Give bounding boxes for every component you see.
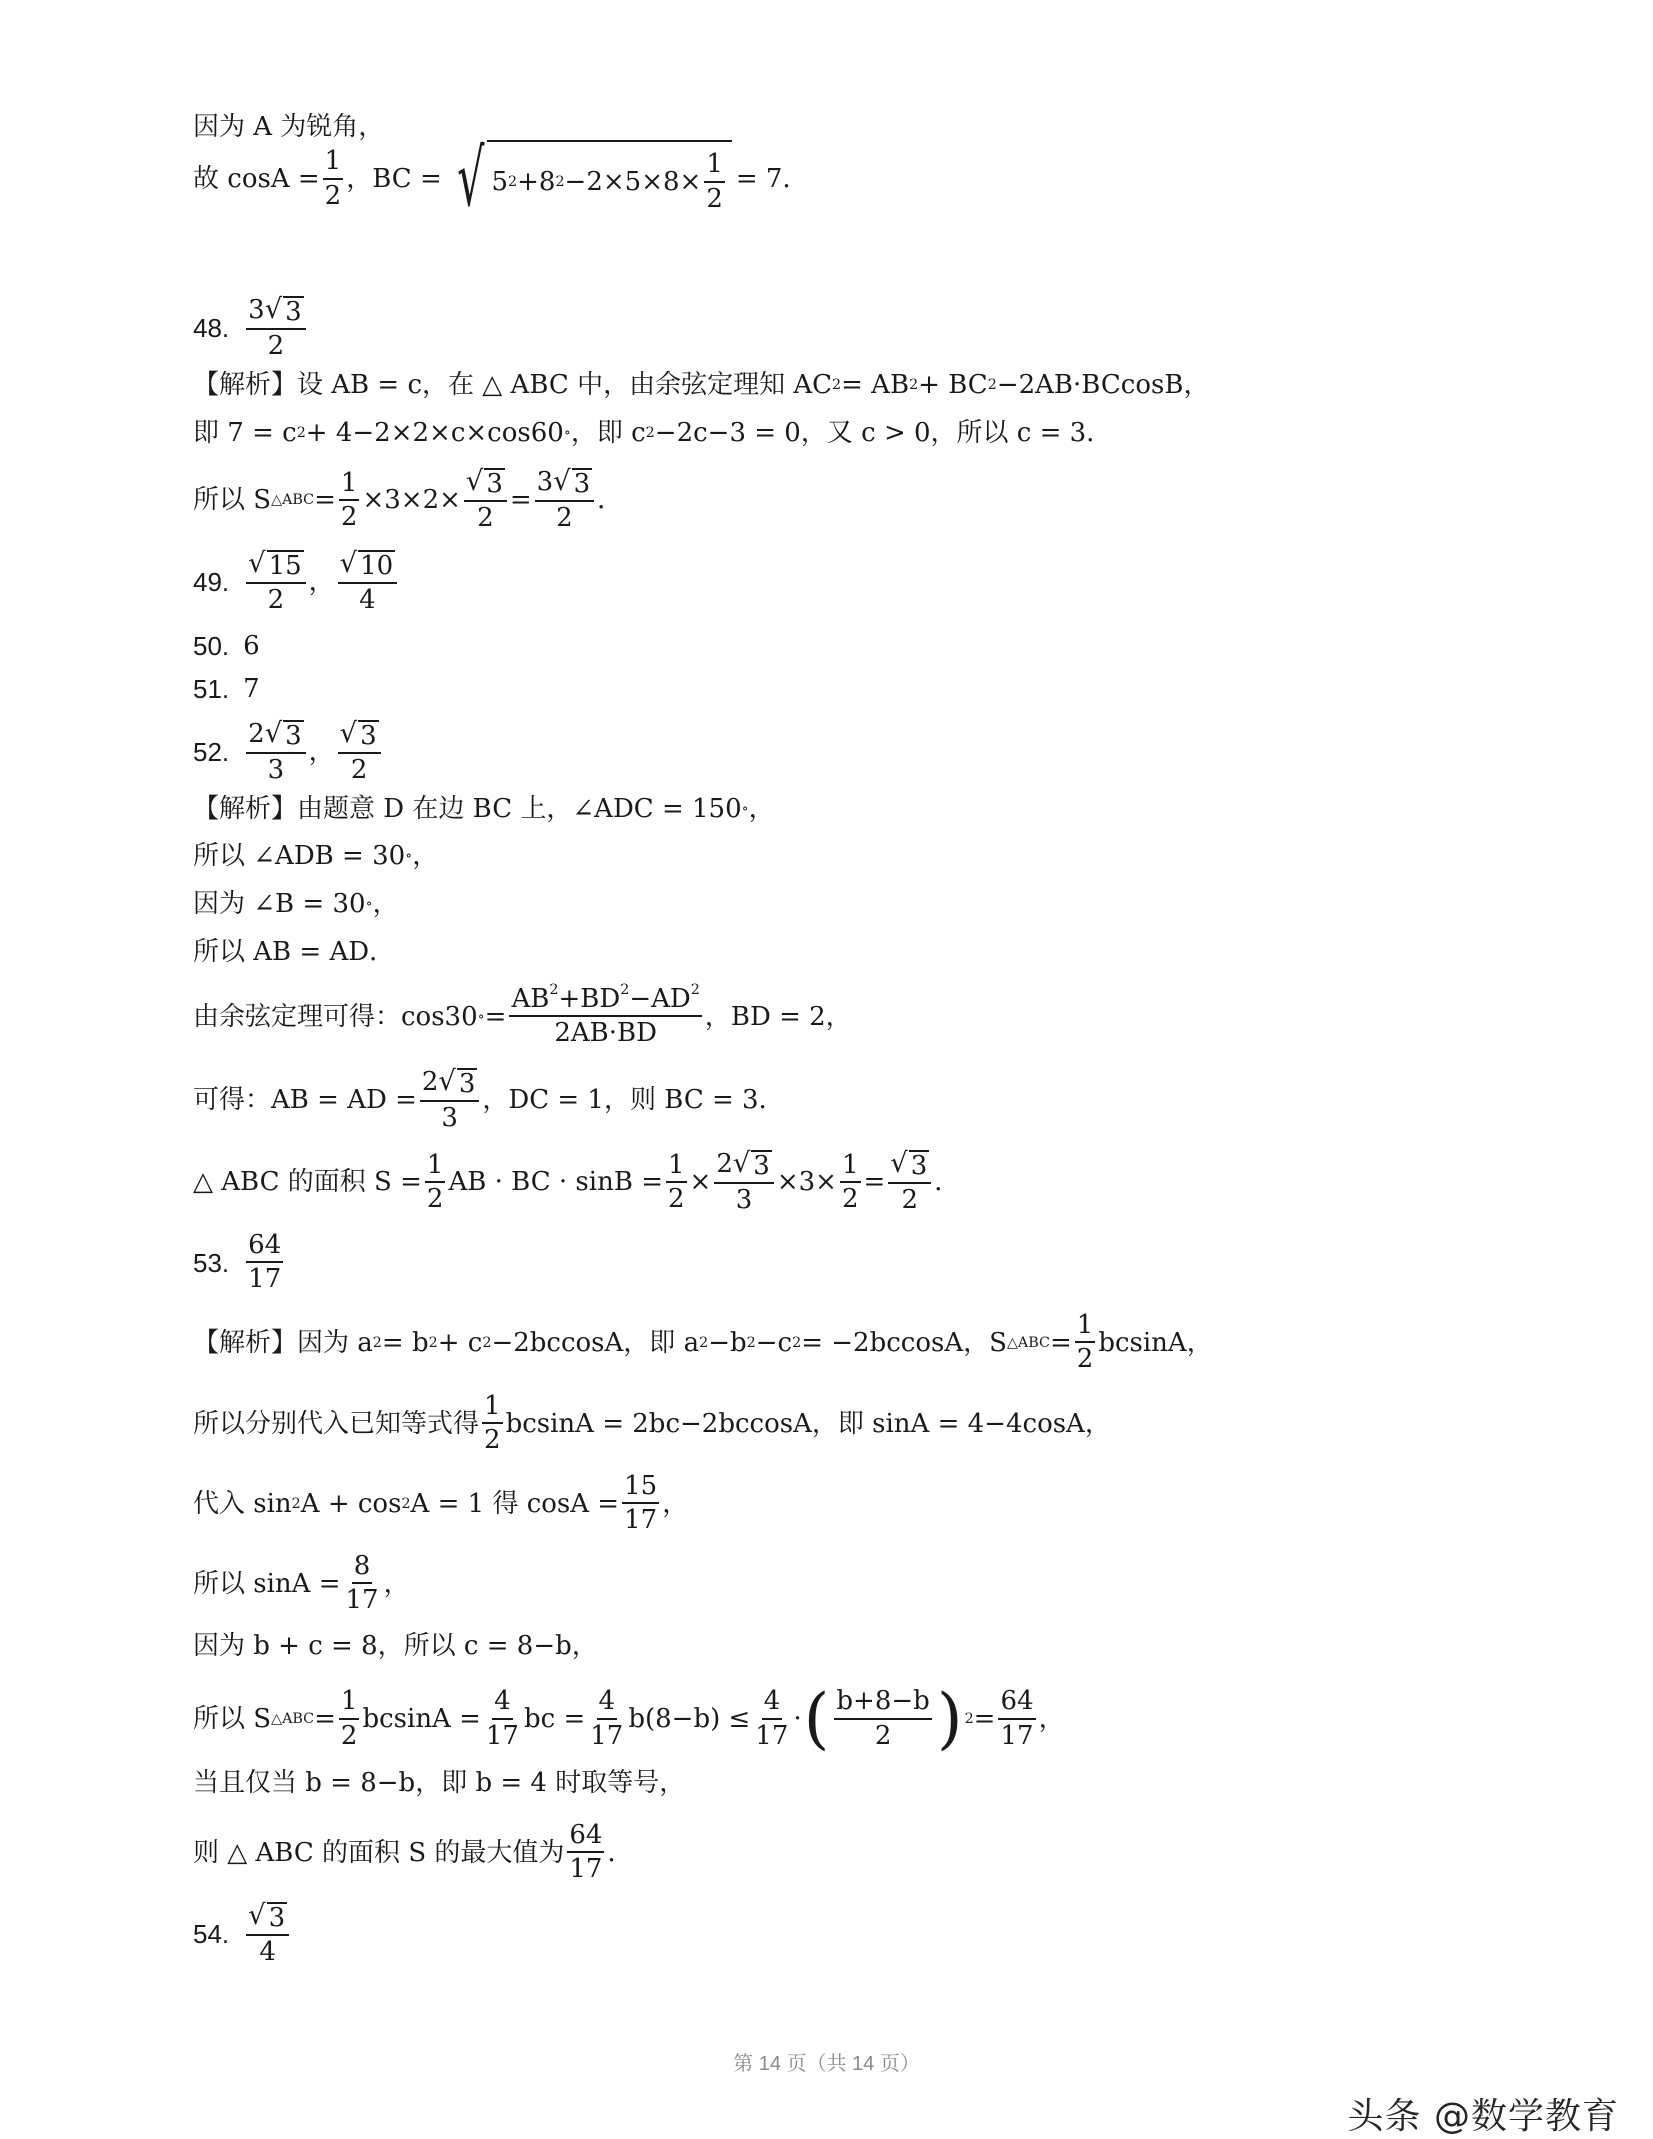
text-line: 代入 sin 2 A + cos 2 A = 1 得 cosA = $\frac{15}{17}$ ， [193,1471,689,1536]
text-line: 当且仅当 b = 8−b，即 b = 4 时取等号， [193,1768,686,1798]
text-line: 因为 ∠B = 30 ∘ ， [193,889,399,919]
answer-51: 51. 7 [193,674,260,704]
text-line: 可得：AB = AD = 2 √ 3 3 ，DC = 1，则 BC = 3． [193,1066,785,1134]
text-line: 所以 sinA = $\frac{8}{17}$ ， [193,1551,410,1616]
answer-50: 50. 6 [193,631,260,661]
text-line: 因为 b + c = 8，所以 c = 8−b， [193,1631,598,1661]
answer-52: 52. 2 √ 3 3 ， √ 3 2 [193,720,384,785]
question-number: 49. [193,567,230,598]
fraction: 3 √ 3 2 [246,296,306,361]
text-line: 【解析】因为 a 2 = b 2 + c 2 −2bccosA，即 a 2 −b 2 −c 2 = −2bccosA，S △ABC = $\frac{1}{2}$ bcsinA， [193,1310,1213,1375]
text-line: 所以 S △ABC = $\frac{1}{2}$ bcsinA = $\frac{4}{17}$ bc = $\frac{4}{17}$ b(8−b) ≤ $\frac{4}{17}$ · ( $\frac{b+8-b}{2}$ ) 2 = $\frac{64}{17}$ ， [193,1680,1065,1757]
text-line: 所以 S △ABC = $\frac{1}{2}$ ×3×2× √ 3 2 = 3 √ 3 2 ． [193,466,624,534]
answer-54: 54. √ 3 4 [193,1902,292,1967]
text-line: 所以 AB = AD． [193,937,396,967]
page-footer: 第 14 页（共 14 页） [733,2053,920,2075]
watermark: 头条 @数学教育 [1347,2096,1619,2137]
question-number: 48. [193,313,230,344]
answer-49: 49. √ 15 2 ， √ 10 4 [193,550,400,615]
text: 故 cosA = [193,164,320,194]
answer-53: 53. $\frac{64}{17}$ [193,1230,282,1295]
text-line: 所以 ∠ADB = 30 ∘ ， [193,841,439,871]
text: = 7． [735,164,809,194]
text: 因为 A 为锐角， [193,112,385,142]
radical: √ 5 2 +8 2 −2×5×8× $\frac{1}{2}$ [446,140,732,218]
text-line [193,134,809,224]
text-line: 所以分别代入已知等式得 $\frac{1}{2}$ bcsinA = 2bc−2bccosA，即 sinA = 4−4cosA， [193,1391,1111,1456]
text-line: △ ABC 的面积 S = $\frac{1}{2}$ AB · BC · sinB = $\frac{1}{2}$ × 2 √ 3 3 ×3× $\frac{1}{2}$ = √ 3 2 ． [193,1148,961,1216]
text-line: 即 7 = c 2 + 4−2×2×c×cos60 ∘ ，即 c 2 −2c−3 = 0，又 c > 0，所以 c = 3． [193,418,1113,448]
fraction: $\frac{1}{2}$ [324,146,342,211]
text: ，BC = [346,164,442,194]
text-line: 【解析】由题意 D 在边 BC 上，∠ADC = 150 ∘ ， [193,794,775,824]
text-line: 【解析】设 AB = c，在 △ ABC 中，由余弦定理知 AC 2 = AB 2 + BC 2 −2AB·BCcosB， [193,370,1210,400]
text-line: 则 △ ABC 的面积 S 的最大值为 $\frac{64}{17}$ ． [193,1820,634,1885]
text-line: 由余弦定理可得：cos30 ∘ = $\frac{AB^2+BD^2-AD^2}{2AB\cdot BD}$ ，BD = 2， [193,982,852,1049]
text-line [193,114,384,140]
answer-48 [193,296,309,361]
